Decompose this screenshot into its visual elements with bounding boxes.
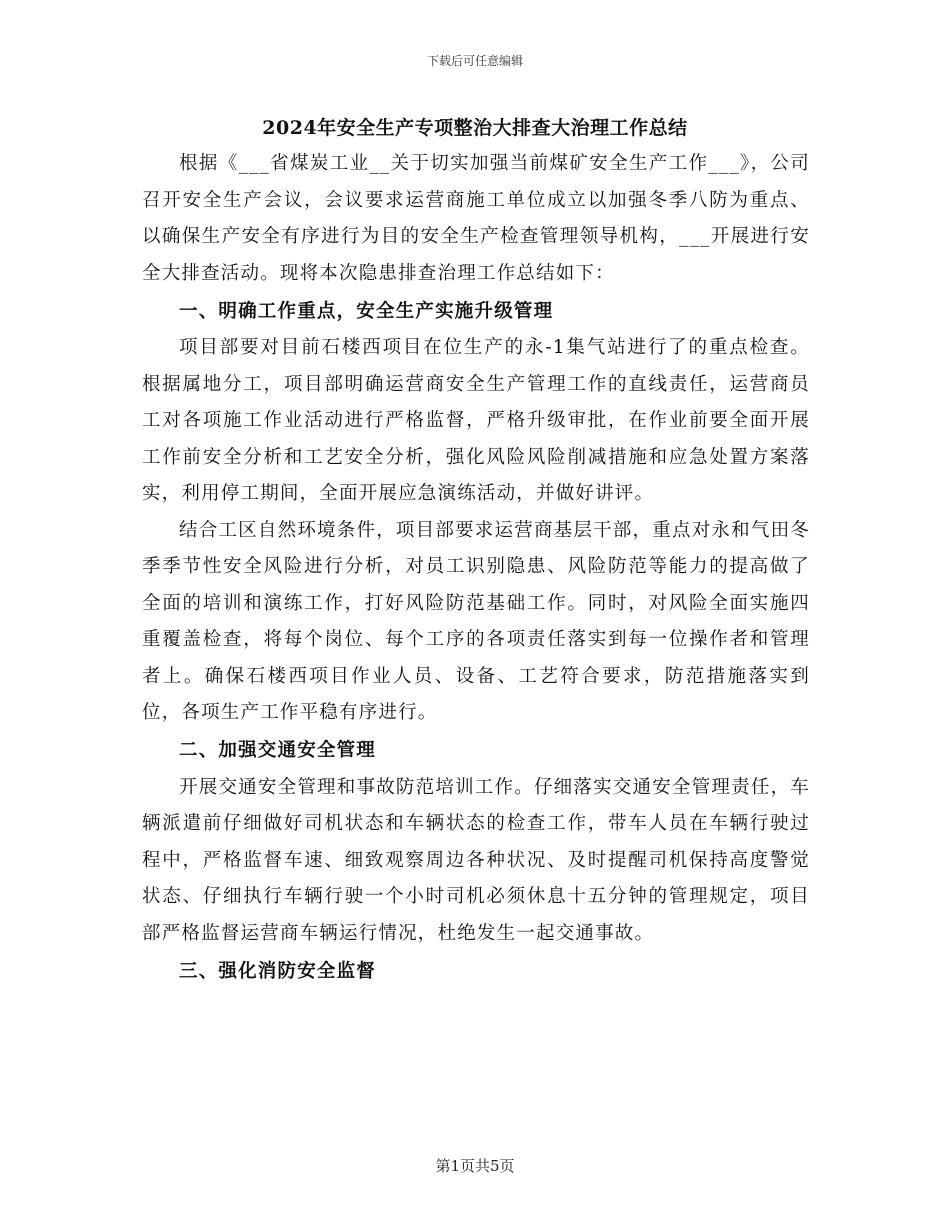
page-header-note: 下载后可任意编辑	[426, 54, 523, 68]
section-paragraph: 结合工区自然环境条件，项目部要求运营商基层干部，重点对永和气田冬季季节性安全风险进行分析，对员工识别隐患、风险防范等能力的提高做了全面的培训和演练工作，打好风险防范基础工作。同时，对风险全面实施四重覆盖检查，将每个岗位、每个工序的各项责任落实到每一位操作者和管理者上。确保石楼西项目作业人员、设备、工艺符合要求，防范措施落实到位，各项生产工作平稳有序进行。	[142, 519, 810, 723]
page-number: 第1页共5页	[435, 1157, 515, 1175]
section-paragraph: 开展交通安全管理和事故防范培训工作。仔细落实交通安全管理责任，车辆派遣前仔细做好司机状态和车辆状态的检查工作，带车人员在车辆行驶过程中，严格监督车速、细致观察周边各种状况、及时提醒司机保持高度警觉状态、仔细执行车辆行驶一个小时司机必须休息十五分钟的管理规定，项目部严格监督运营商车辆运行情况，杜绝发生一起交通事故。	[142, 776, 810, 944]
section-heading: 三、强化消防安全监督	[179, 960, 377, 982]
section-heading: 一、明确工作重点，安全生产实施升级管理	[179, 300, 554, 322]
section-heading: 二、加强交通安全管理	[179, 740, 377, 761]
document-body	[142, 146, 810, 990]
document-title: 2024年安全生产专项整治大排查大治理工作总结	[262, 117, 688, 139]
intro-paragraph: 根据《___省煤炭工业__关于切实加强当前煤矿安全生产工作___》，公司召开安全生产会议，会议要求运营商施工单位成立以加强冬季八防为重点、以确保生产安全有序进行为目的安全生产检查管理领导机构，___开展进行安全大排查活动。现将本次隐患排查治理工作总结如下：	[142, 153, 810, 284]
section-paragraph: 项目部要对目前石楼西项目在位生产的永-1集气站进行了的重点检查。根据属地分工，项目部明确运营商安全生产管理工作的直线责任，运营商员工对各项施工作业活动进行严格监督，严格升级审批，在作业前要全面开展工作前安全分析和工艺安全分析，强化风险风险削减措施和应急处置方案落实，利用停工期间，全面开展应急演练活动，并做好讲评。	[142, 337, 810, 504]
